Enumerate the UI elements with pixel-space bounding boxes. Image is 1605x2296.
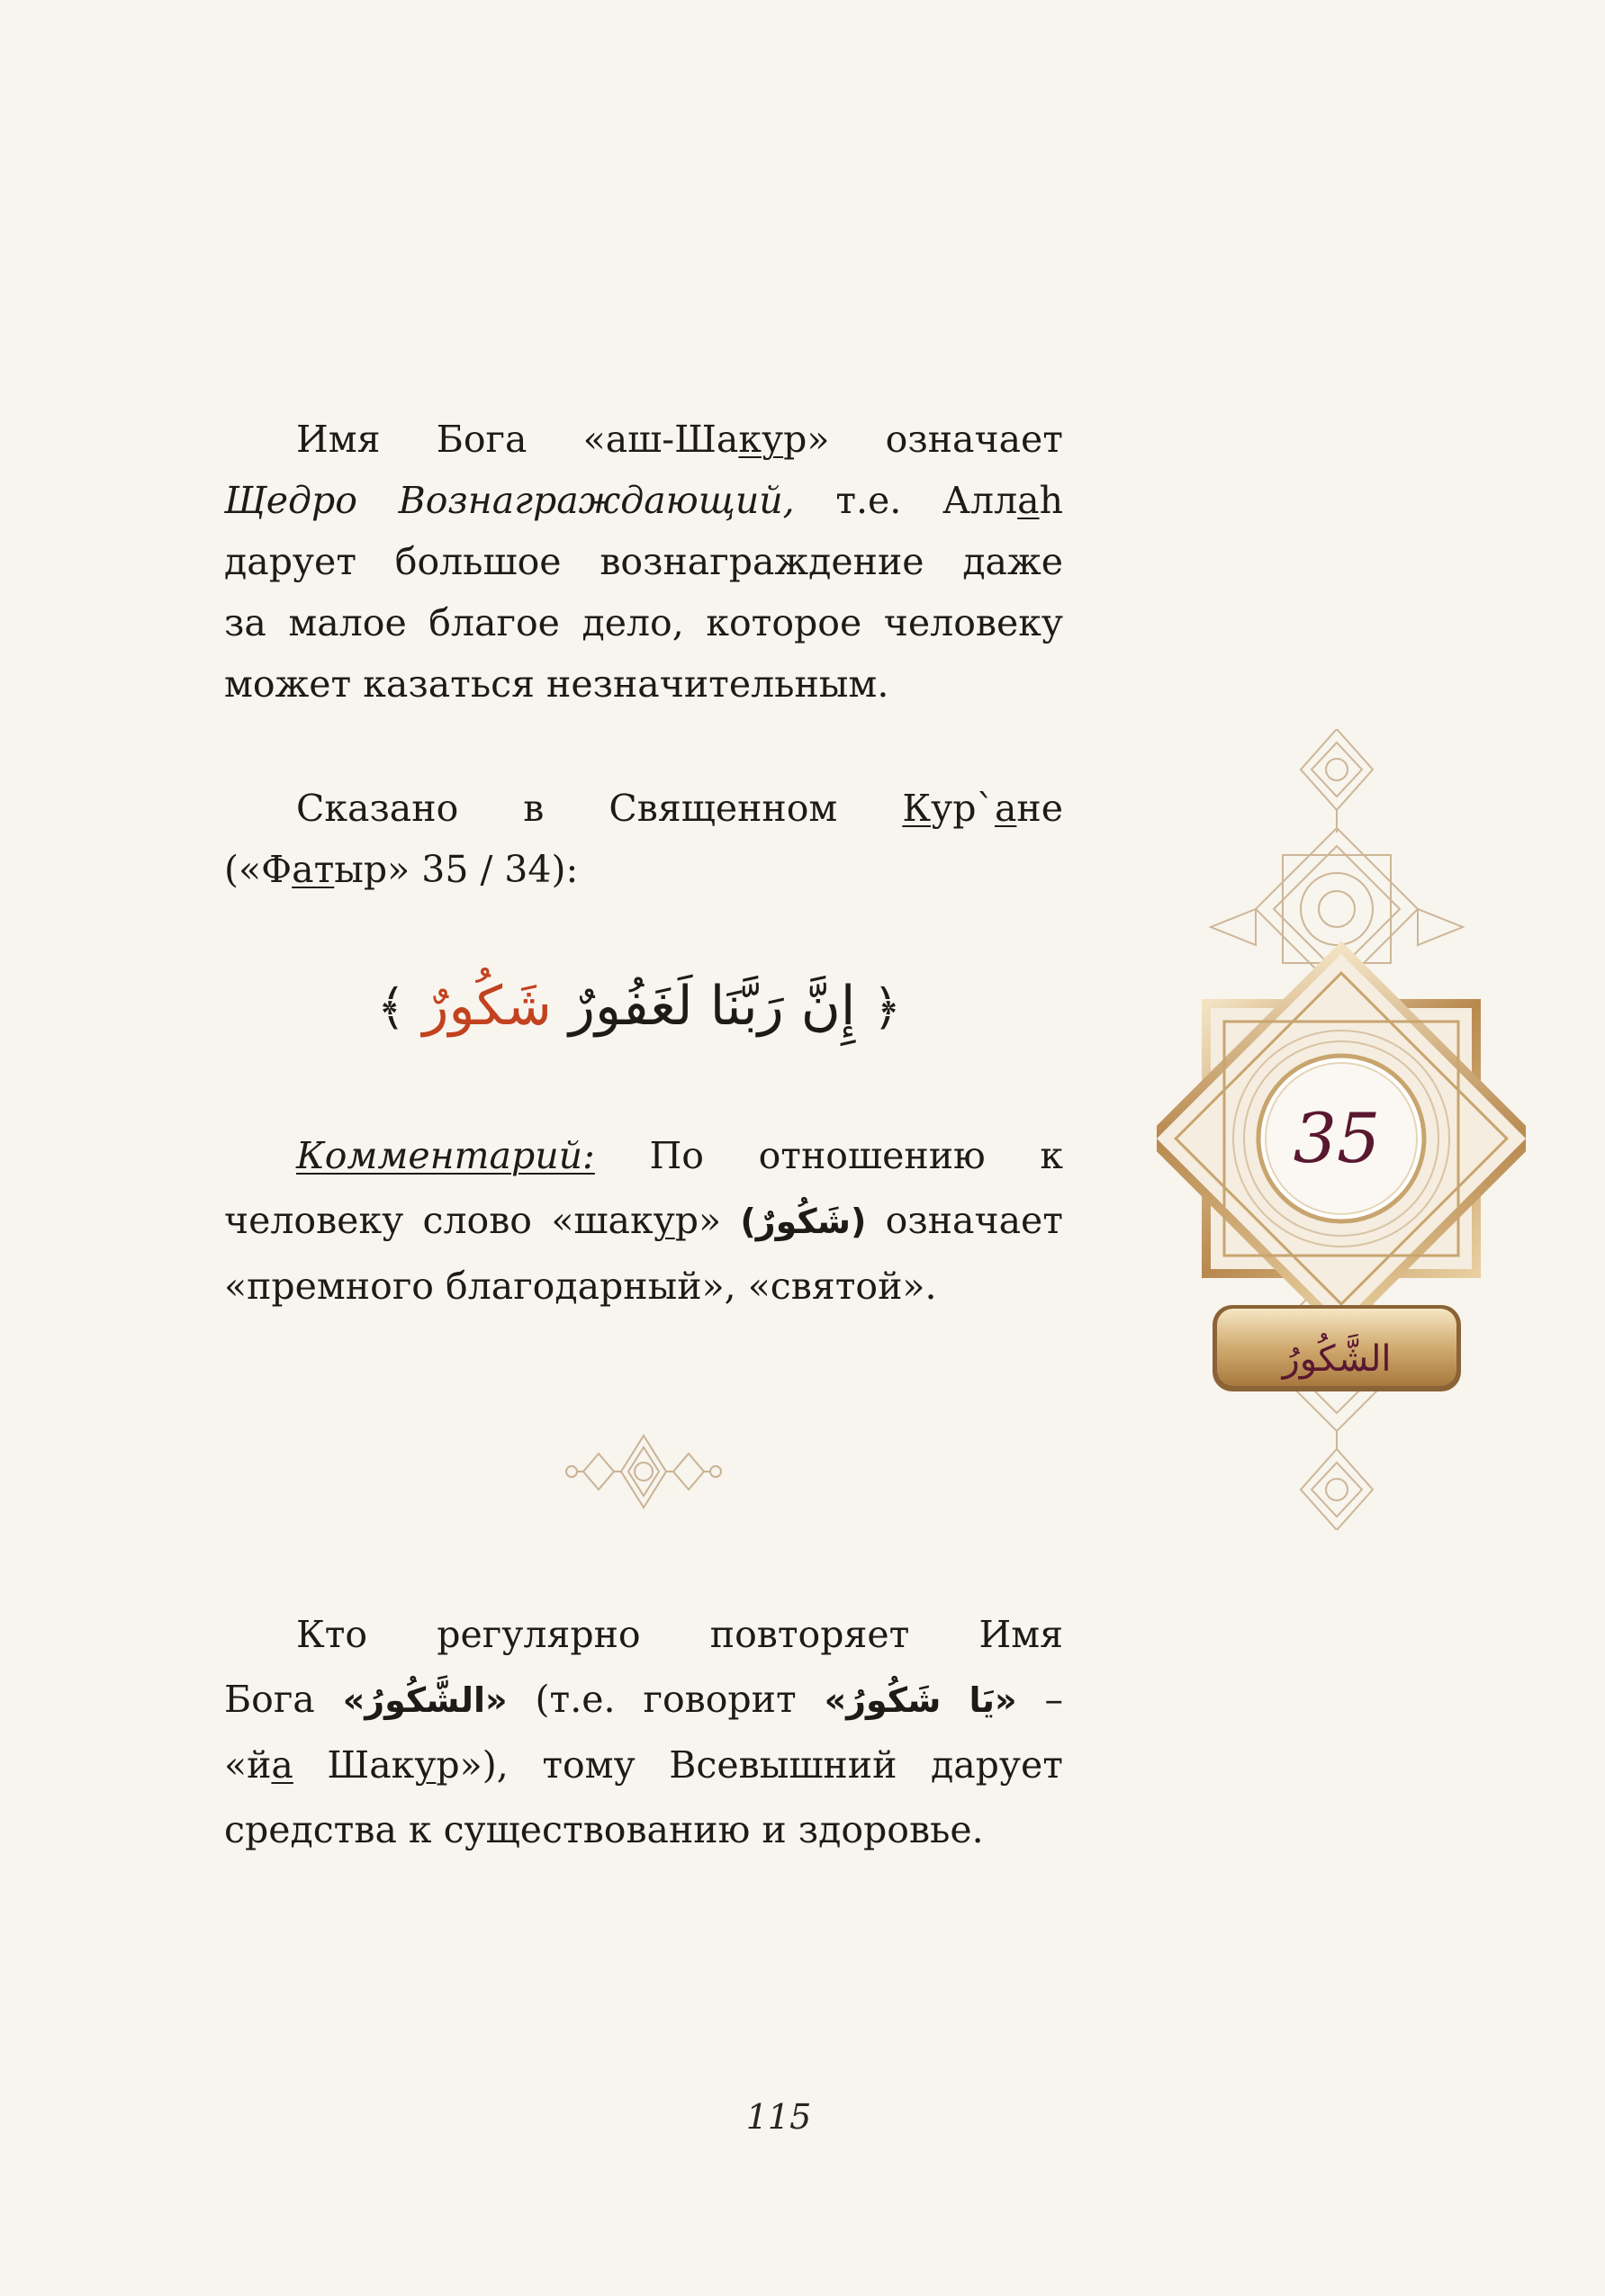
text: («Ф [224,848,293,891]
text: Щедро [224,479,357,522]
text: h [1039,479,1063,522]
text: Кто [296,1613,368,1656]
text: К [902,787,932,830]
text: ыр» 35 / 34): [334,848,579,891]
divider-ornament-icon [558,1431,729,1512]
text: р» [674,1199,722,1242]
text: к [1040,1134,1063,1177]
text: в [523,787,545,830]
text: Вознаграждающий, [398,479,795,522]
text: тому [542,1743,636,1787]
verse-text: إِنَّ رَبَّنَا لَغَفُورٌ [568,975,856,1038]
ornate-bracket-close: ﴾ [376,979,406,1036]
arabic-word: (شَكُورٌ) [740,1202,867,1241]
text: ур` [931,787,995,830]
text: «аш-Ша [582,418,739,461]
page-number: 115 [745,2097,812,2137]
text: (т.е. [535,1678,616,1721]
text: По [649,1134,704,1177]
text-line: может казаться незначительным. [224,662,889,706]
text: Священном [609,787,838,830]
text: «шак [551,1199,654,1242]
text: у [653,1199,675,1242]
text: Всевышний [669,1743,897,1787]
text: Сказано [296,787,459,830]
text: ку [738,418,784,461]
text: говорит [643,1678,797,1721]
text: регулярно [437,1613,641,1656]
text: слово [422,1199,532,1242]
text: не [1016,787,1063,830]
text-line: за малое благое дело, которое человеку [224,601,1063,644]
name-arabic-label: الشَّكُورُ [1282,1338,1392,1380]
text-line: средства к существованию и здоровье. [224,1808,984,1851]
text: а [1017,479,1040,522]
text: повторяет [709,1613,910,1656]
text: означает [885,1199,1063,1242]
text-line: «премного благодарный», «святой». [224,1265,937,1308]
paragraph-commentary [224,1123,1063,1319]
text: Бога [436,418,527,461]
text: – [1044,1678,1063,1721]
text: человеку [224,1199,404,1242]
text: отношению [758,1134,986,1177]
text: Имя [978,1613,1063,1656]
paragraph-recitation-benefit [224,1602,1063,1862]
text: дарует [930,1743,1063,1787]
verse-highlight-word: شَكُورٌ [422,975,552,1038]
quran-verse [342,961,936,1053]
text: «й [224,1743,272,1787]
paragraph-name-meaning [224,409,1063,715]
name-number: 35 [1293,1098,1381,1178]
text: а [271,1743,293,1787]
text: Шак [327,1743,415,1787]
commentary-label: Комментарий: [296,1134,595,1177]
text: Имя [296,418,381,461]
arabic-name: «الشَّكُورُ» [342,1680,508,1720]
text: р»), [436,1743,509,1787]
text: у [414,1743,437,1787]
text: а [994,787,1017,830]
text: Бога [224,1678,315,1721]
text: Алл [942,479,1018,522]
arabic-invocation: «يَا شَكُورُ» [824,1680,1017,1720]
text-line: дарует большое вознаграждение даже [224,540,1063,583]
text: т.е. [835,479,902,522]
text: означает [885,418,1063,461]
paragraph-quran-reference [224,778,1063,900]
text: ат [292,848,335,891]
text: р» [783,418,830,461]
ornate-bracket-open: ﴿ [872,979,902,1036]
